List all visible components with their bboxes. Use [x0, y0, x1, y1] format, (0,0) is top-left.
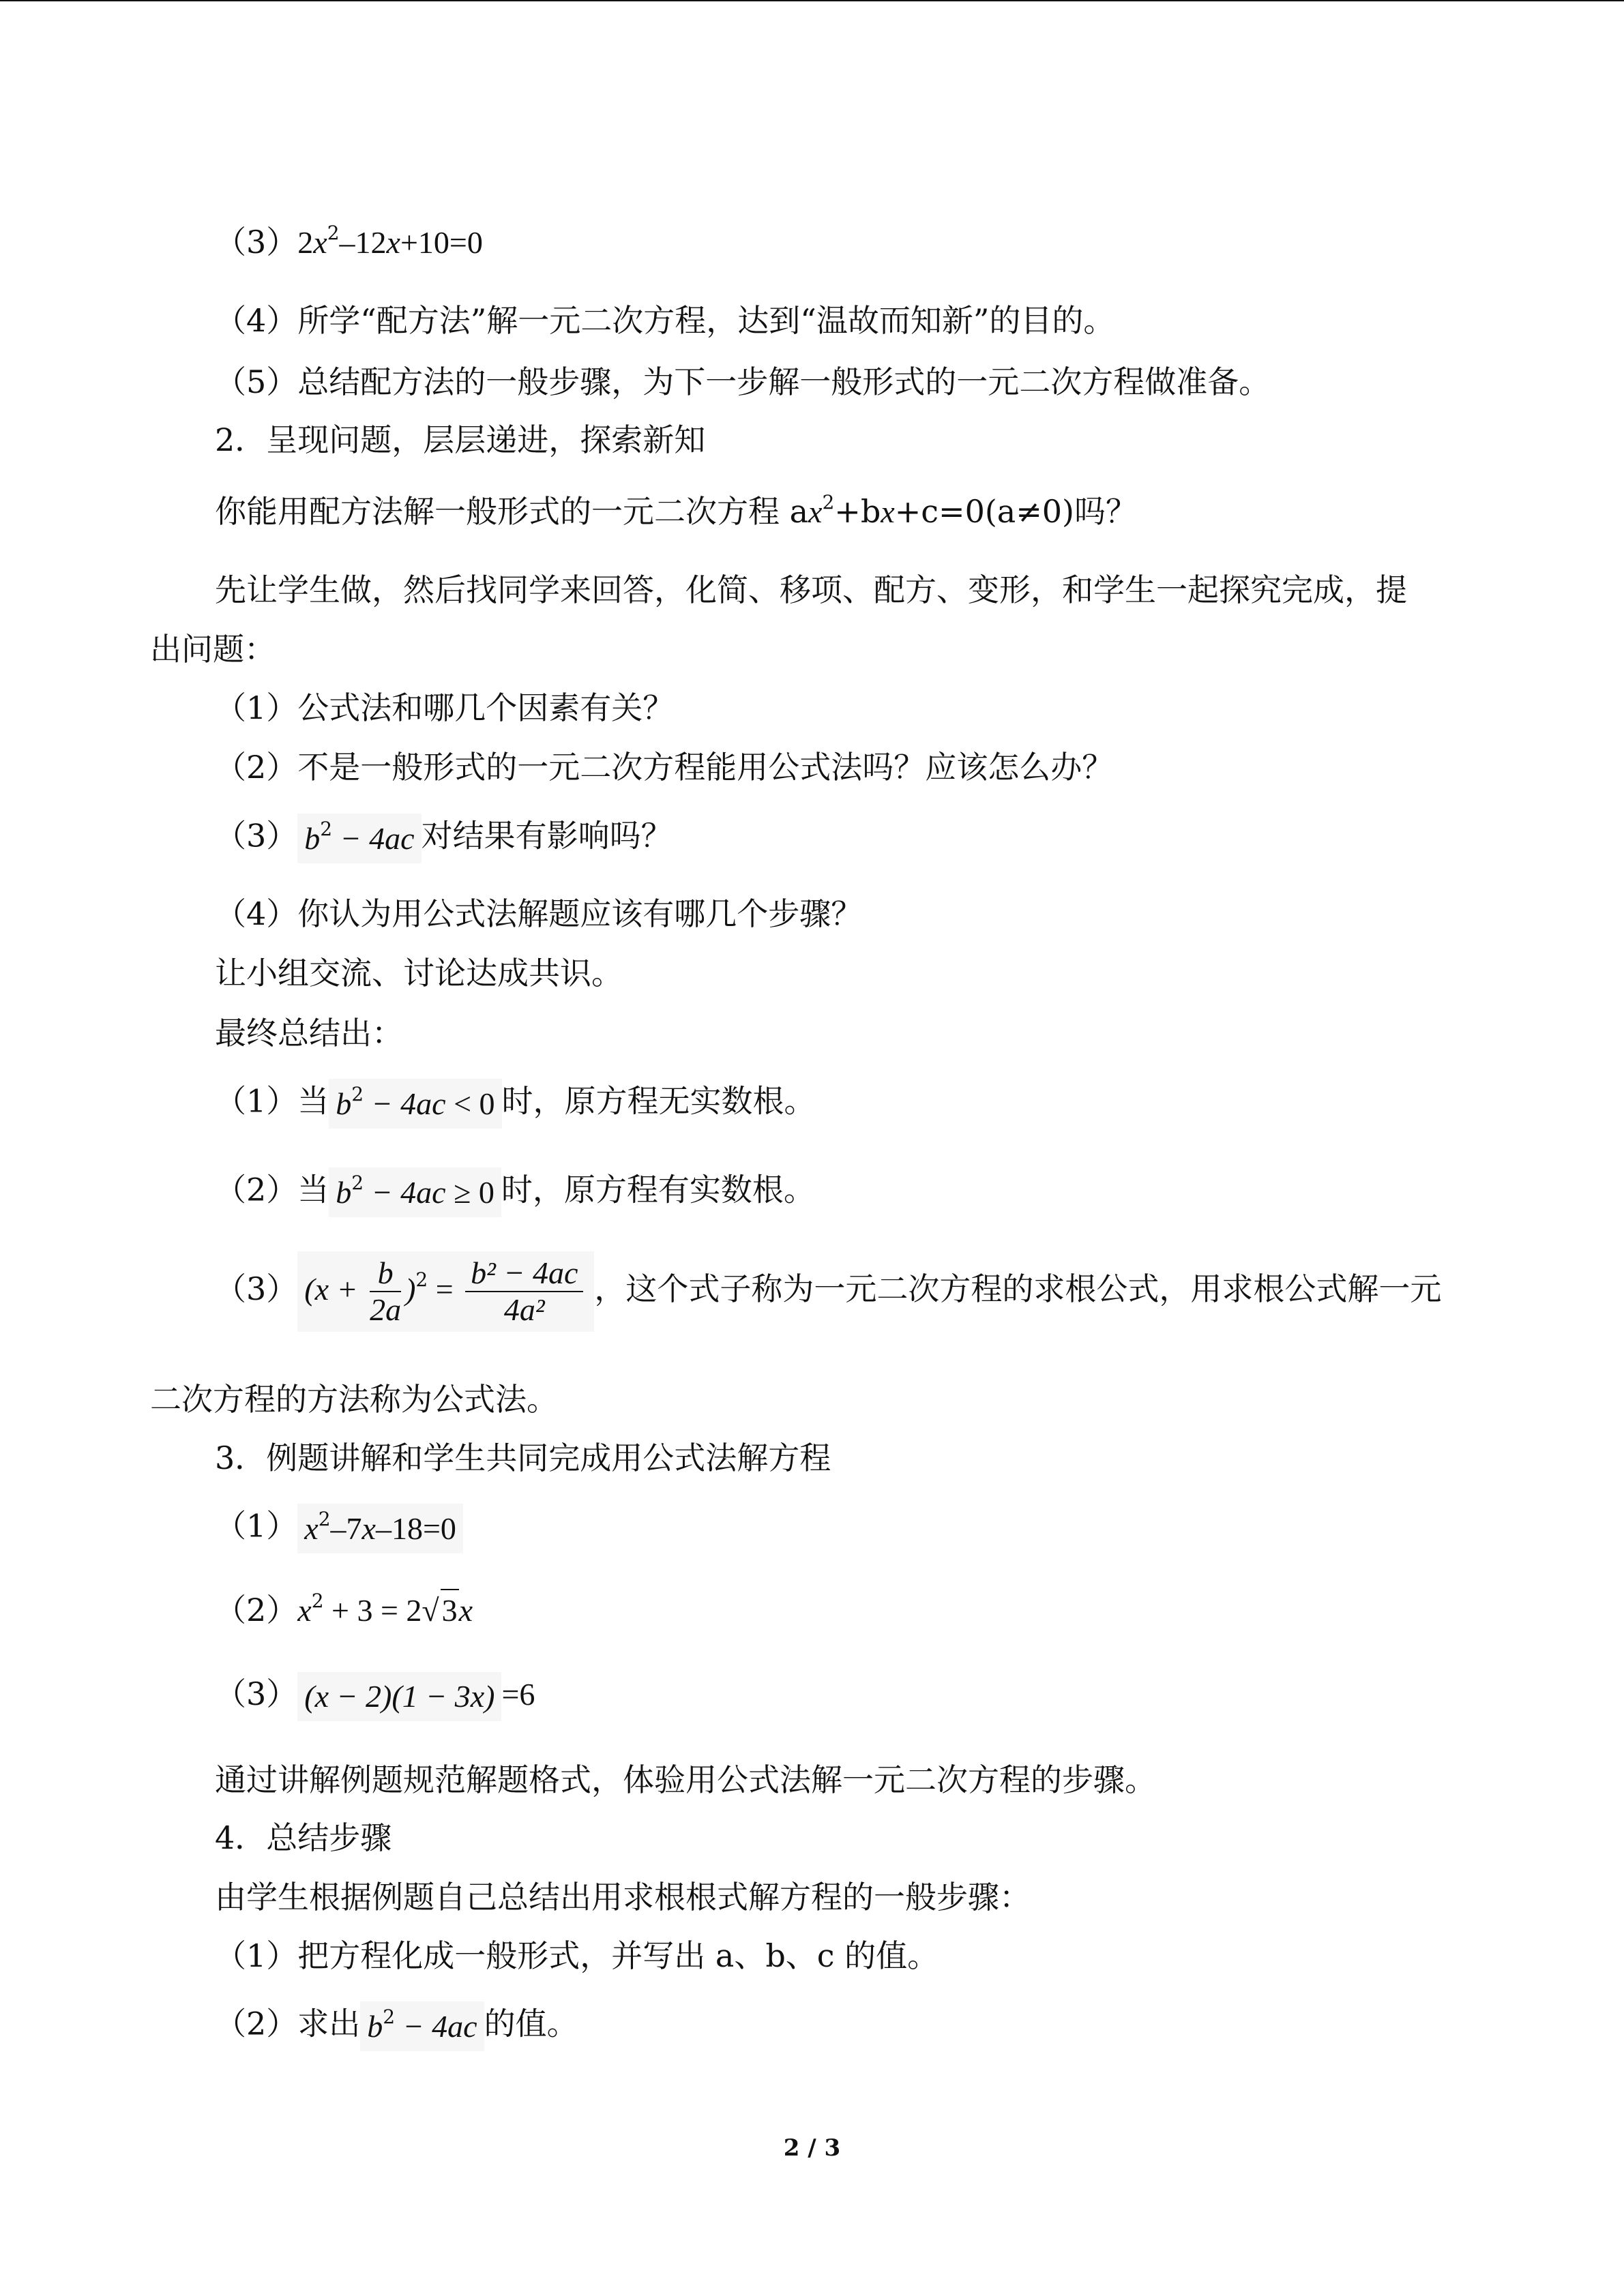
denominator: 2a	[370, 1292, 402, 1327]
question-2: （2）不是一般形式的一元二次方程能用公式法吗？应该怎么办？	[215, 749, 1114, 786]
summary-2	[215, 1167, 815, 1217]
var-b: b	[367, 2009, 383, 2044]
group-discussion: 让小组交流、讨论达成共识。	[215, 955, 623, 992]
term: ≥ 0	[445, 1175, 494, 1210]
discriminant-ge0	[329, 1167, 501, 1217]
item-label: （3）	[215, 224, 298, 260]
term: =	[428, 1272, 462, 1307]
term: − 4ac	[332, 821, 415, 856]
question-3	[215, 814, 673, 863]
step-2	[215, 2001, 578, 2051]
text: 你能用配方法解一般形式的一元二次方程 a	[215, 493, 809, 530]
example-1	[215, 1504, 463, 1553]
line-item-5: （5）总结配方法的一般步骤，为下一步解一般形式的一元二次方程做准备。	[215, 363, 1271, 400]
numerator: b² − 4ac	[465, 1255, 583, 1292]
var-b: b	[336, 1086, 352, 1121]
line-item-4: （4）所学“配方法”解一元二次方程，达到“温故而知新”的目的。	[215, 302, 1115, 339]
text: 对结果有影响吗？	[421, 817, 673, 854]
page-number: 2 / 3	[783, 2134, 841, 2162]
text: （2）当	[215, 1171, 329, 1208]
text: 时，原方程无实数根。	[501, 1082, 816, 1120]
section-heading-4: 4．总结步骤	[215, 1819, 392, 1856]
summary-3-continued: 二次方程的方法称为公式法。	[150, 1381, 558, 1418]
term: –18=0	[375, 1511, 456, 1546]
section-heading-3: 3．例题讲解和学生共同完成用公式法解方程	[215, 1440, 831, 1476]
root-formula	[297, 1251, 594, 1332]
var-x: x	[304, 1511, 319, 1546]
line-question	[215, 491, 1137, 533]
term: –12	[339, 225, 387, 260]
var-x: x	[361, 1511, 376, 1546]
step-1: （1）把方程化成一般形式，并写出 a、b、c 的值。	[215, 1937, 939, 1974]
summary-1	[215, 1079, 816, 1129]
section-heading-2: 2．呈现问题，层层递进，探索新知	[215, 421, 706, 458]
exponent: 2	[822, 491, 835, 513]
text: （1）当	[215, 1082, 329, 1120]
text: +b	[834, 493, 881, 530]
paragraph-line-1: 先让学生做，然后找同学来回答，化简、移项、配方、变形，和学生一起探究完成，提	[215, 571, 1407, 608]
var-x: x	[386, 225, 400, 260]
exponent: 2	[318, 1508, 331, 1530]
top-border	[0, 0, 1624, 1]
var-b: b	[304, 821, 321, 856]
var-x: x	[297, 1593, 312, 1628]
sqrt-sign: √	[422, 1593, 439, 1628]
var-x: x	[458, 1593, 473, 1628]
term: + 3 = 2	[323, 1593, 422, 1628]
summary-heading: 最终总结出：	[215, 1015, 403, 1052]
item-label: （3）	[215, 817, 298, 854]
text: +c=0(a≠0)吗？	[894, 493, 1137, 530]
discriminant-step	[360, 2001, 484, 2051]
question-4: （4）你认为用公式法解题应该有哪几个步骤？	[215, 895, 863, 932]
exponent: 2	[351, 1083, 364, 1105]
term: < 0	[445, 1086, 495, 1121]
var-x: x	[808, 494, 823, 529]
var-x: x	[313, 225, 327, 260]
fraction-b-2a	[370, 1255, 401, 1328]
exponent: 2	[320, 818, 333, 840]
example-2	[215, 1589, 473, 1631]
item-label: （3）	[215, 1270, 298, 1307]
term: (x +	[304, 1272, 366, 1307]
steps-intro: 由学生根据例题自己总结出用求根根式解方程的一般步骤：	[215, 1879, 1031, 1915]
example-1-equation	[297, 1504, 463, 1553]
term: =6	[501, 1677, 535, 1712]
summary-3-formula	[215, 1248, 1441, 1332]
fraction-discriminant	[465, 1255, 583, 1328]
line-item-3-equation	[215, 222, 483, 263]
term: +10=0	[400, 225, 483, 260]
exponent: 2	[311, 1590, 324, 1612]
exponent: 2	[351, 1172, 364, 1194]
item-label: （1）	[215, 1507, 298, 1545]
exponent: 2	[415, 1268, 428, 1291]
denominator: 4a²	[503, 1292, 545, 1327]
example-3-equation: (x − 2)(1 − 3x)	[297, 1672, 501, 1721]
radicand: 3	[441, 1589, 459, 1631]
term: –7	[330, 1511, 362, 1546]
term: − 4ac	[364, 1086, 446, 1121]
exponent: 2	[327, 222, 340, 244]
text: 的值。	[484, 2005, 578, 2042]
numerator: b	[370, 1255, 401, 1292]
example-note: 通过讲解例题规范解题格式，体验用公式法解一元二次方程的步骤。	[215, 1761, 1156, 1798]
paragraph-line-2: 出问题：	[150, 631, 276, 668]
discriminant-lt0	[329, 1079, 501, 1129]
question-1: （1）公式法和哪几个因素有关？	[215, 689, 675, 726]
item-label: （3）	[215, 1675, 298, 1712]
item-label: （2）	[215, 1592, 298, 1628]
term: − 4ac	[364, 1175, 446, 1210]
term: − 4ac	[395, 2009, 477, 2044]
term: )	[405, 1272, 416, 1307]
text: ，这个式子称为一元二次方程的求根公式，用求根公式解一元	[594, 1270, 1442, 1307]
text: 时，原方程有实数根。	[501, 1171, 815, 1208]
exponent: 2	[383, 2006, 396, 2028]
var-b: b	[336, 1175, 352, 1210]
example-3	[215, 1672, 535, 1721]
text: （2）求出	[215, 2005, 361, 2042]
var-x: x	[881, 494, 895, 529]
coef: 2	[297, 225, 314, 260]
discriminant-formula	[297, 814, 421, 863]
